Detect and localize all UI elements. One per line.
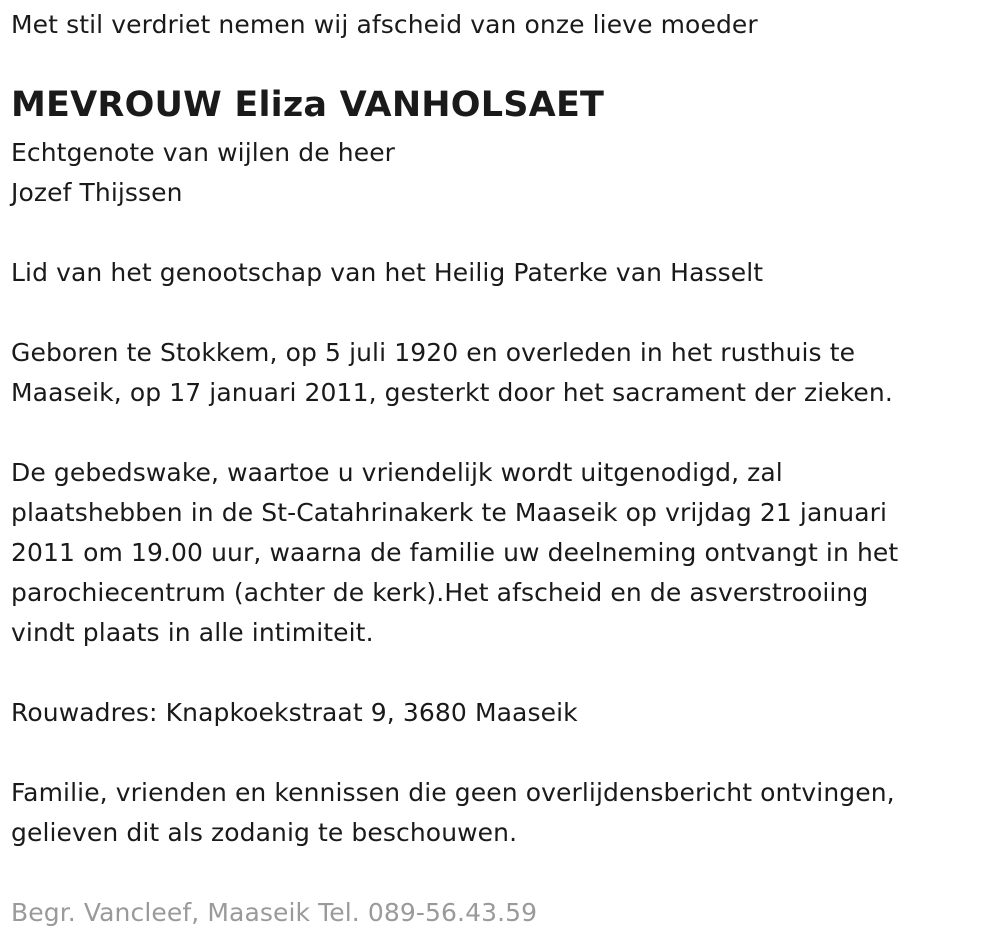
- membership-text: Lid van het genootschap van het Heilig Paterke van Hasselt: [11, 258, 764, 287]
- mourning-address: Rouwadres: Knapkoekstraat 9, 3680 Maaseik: [11, 698, 578, 727]
- deceased-name: MEVROUW Eliza VANHOLSAET: [11, 85, 605, 125]
- wake-line-3: 2011 om 19.00 uur, waarna de familie uw deelneming ontvangt in het: [11, 538, 899, 567]
- birth-death-line-1: Geboren te Stokkem, op 5 juli 1920 en overleden in het rusthuis te: [11, 338, 856, 367]
- wake-line-4: parochiecentrum (achter de kerk).Het afscheid en de asverstrooiing: [11, 578, 869, 607]
- family-line-2: gelieven dit als zodanig te beschouwen.: [11, 818, 518, 847]
- family-line-1: Familie, vrienden en kennissen die geen overlijdensbericht ontvingen,: [11, 778, 895, 807]
- wake-line-1: De gebedswake, waartoe u vriendelijk wordt uitgenodigd, zal: [11, 458, 783, 487]
- birth-death-line-2: Maaseik, op 17 januari 2011, gesterkt door het sacrament der zieken.: [11, 378, 893, 407]
- spouse-line-1: Echtgenote van wijlen de heer: [11, 138, 396, 167]
- intro-text: Met stil verdriet nemen wij afscheid van onze lieve moeder: [11, 10, 758, 39]
- wake-line-2: plaatshebben in de St-Catahrinakerk te Maaseik op vrijdag 21 januari: [11, 498, 888, 527]
- wake-line-5: vindt plaats in alle intimiteit.: [11, 618, 374, 647]
- undertaker-contact: Begr. Vancleef, Maaseik Tel. 089-56.43.59: [11, 898, 538, 927]
- spouse-line-2: Jozef Thijssen: [11, 178, 183, 207]
